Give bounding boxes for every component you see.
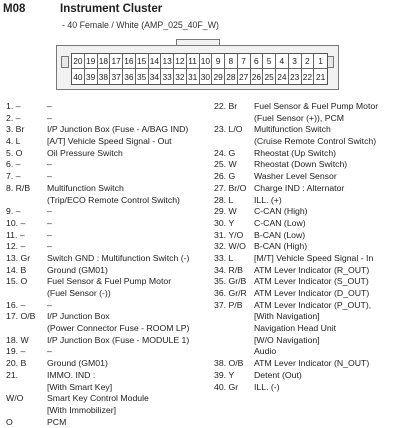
pin-number-wire-color: 34. R/B [214,264,243,275]
pin-description: ILL. (+) [254,194,282,205]
pin-list-row [214,241,400,253]
pin-description: (Fuel Sensor (-)) [47,288,111,298]
pin-list-row [6,148,206,160]
pin-list-row [6,276,206,288]
pin-description: – [47,346,52,357]
pin-list-row [6,323,206,335]
pin-number-wire-color: 3. Br [6,124,25,135]
pin-list-left [6,101,206,428]
connector-pin: 4 [276,54,289,69]
pin-description: ATM Lever Indicator (P_OUT), [254,299,372,310]
pin-list-row [214,124,400,136]
pin-list-row [6,101,206,113]
pin-description: ILL. (-) [254,381,280,392]
pin-number-wire-color: 9. – [6,206,21,217]
pin-list-row [214,346,400,358]
pin-number-wire-color: 10. – [6,217,26,228]
pin-description: I/P Junction Box [47,311,110,322]
pin-list-row [214,206,400,218]
pin-list-row [214,288,400,300]
connector-pin: 5 [263,54,276,69]
pin-number-wire-color [6,195,47,207]
pin-description: – [47,241,52,252]
connector-pin: 11 [187,54,200,69]
pin-number-wire-color: 38. O/B [214,358,244,369]
pin-list-row [214,253,400,265]
pin-description: [With Immobilizer] [47,404,117,415]
pin-list-row [6,311,206,323]
pin-number-wire-color [214,346,254,358]
pin-list-row [6,265,206,277]
pin-description: – [47,171,52,182]
connector-pin: 36 [123,69,136,84]
pin-number-wire-color: 20. B [6,358,27,369]
pin-description: Multifunction Switch [47,182,124,193]
pin-number-wire-color: 2. – [6,112,21,123]
pin-list-row [6,417,206,428]
pin-description: ATM Lever Indicator (D_OUT) [254,288,370,298]
pin-list-row [214,171,400,183]
connector-pin: 13 [161,54,174,69]
connector-pin: 3 [289,54,302,69]
pin-list-row [214,101,400,113]
pin-description: (Cruise Remote Control Switch) [254,136,377,147]
pin-description: I/P Junction Box (Fuse - MODULE 1) [47,334,190,345]
pin-description: Navigation Head Unit [254,323,337,334]
pin-number-wire-color: 14. B [6,264,27,275]
pin-list-row [6,288,206,300]
pin-list-row [6,124,206,136]
pin-list-row [6,253,206,265]
pin-description: [A/T] Vehicle Speed Signal - Out [47,136,172,147]
pin-description: I/P Junction Box (Fuse - A/BAG IND) [47,124,189,135]
pin-list-row [6,171,206,183]
pin-number-wire-color [214,113,254,125]
pin-list-row [6,335,206,347]
pin-number-wire-color: 28. L [214,194,234,205]
pin-description: ATM Lever Indicator (N_OUT) [254,358,370,369]
pin-list-row [6,241,206,253]
pin-number-wire-color [214,335,254,347]
pin-description: (Fuel Sensor (+)), PCM [254,112,345,123]
pin-number-wire-color: 22. Br [214,101,238,111]
connector-pin: 12 [174,54,187,69]
connector-diagram [56,39,339,91]
pin-list-row [6,370,206,382]
pin-description: Ground (GM01) [47,264,108,275]
pin-number-wire-color: 17. O/B [6,311,36,322]
pin-number-wire-color [214,323,254,335]
pin-description: Multifunction Switch [254,124,331,135]
pin-number-wire-color: 30. Y [214,217,235,228]
pin-list-row [214,311,400,323]
page-title: Instrument Cluster [60,3,163,15]
connector-pin: 32 [174,69,187,84]
connector-pin: 1 [314,54,327,69]
pin-number-wire-color [6,288,47,300]
pin-number-wire-color: 35. Gr/B [214,276,247,287]
pin-number-wire-color [6,323,47,335]
connector-pin: 18 [98,54,111,69]
pin-list-row [6,218,206,230]
pin-number-wire-color [6,382,47,394]
pin-list-row [214,335,400,347]
connector-pin: 37 [110,69,123,84]
connector-pin: 7 [238,54,251,69]
pin-list-row [214,358,400,370]
connector-pin: 40 [72,69,85,84]
pin-number-wire-color: 11. – [6,229,25,240]
connector-pin: 38 [98,69,111,84]
pin-description: [With Navigation] [254,311,320,322]
pin-number-wire-color: 7. – [6,171,21,182]
pin-number-wire-color: 18. W [6,334,29,345]
pin-list-row [214,276,400,288]
pin-description: Detent (Out) [254,369,302,380]
connector-pin: 15 [136,54,149,69]
pin-description: Charge IND : Alternator [254,182,345,193]
pin-number-wire-color: 24. G [214,147,236,158]
pin-description: Oil Pressure Switch [47,147,123,158]
pin-list-row [214,382,400,394]
pin-list-row [214,148,400,160]
pin-description: – [47,206,52,217]
connector-pin: 8 [225,54,238,69]
pin-description: Switch GND : Multifunction Switch (-) [47,252,190,263]
pin-description: Fuel Sensor & Fuel Pump Motor [47,276,172,287]
pin-list-row [214,195,400,207]
pin-number-wire-color: 8. R/B [6,182,31,193]
pin-description: Ground (GM01) [47,358,108,369]
pin-number-wire-color: 37. P/B [214,299,243,310]
pin-number-wire-color: 27. Br/O [214,182,247,193]
pin-description: Washer Level Sensor [254,171,337,182]
connector-pin: 29 [212,69,225,84]
pin-list-row [6,346,206,358]
pin-number-wire-color [214,136,254,148]
pin-description: (Power Connector Fuse - ROOM LP) [47,323,190,334]
pin-description: – [47,101,52,111]
pin-list-row [6,183,206,195]
pin-list-row [214,218,400,230]
pin-list-row [6,405,206,417]
pin-list-row [6,230,206,242]
pin-list-right [214,101,400,393]
pin-description: B-CAN (High) [254,241,308,252]
pin-description: IMMO. IND : [47,369,96,380]
connector-pin: 26 [251,69,264,84]
pin-list-row [6,300,206,312]
pin-description: C-CAN (Low) [254,217,306,228]
pin-number-wire-color: 32. W/O [214,241,246,252]
pin-description: – [47,217,52,228]
connector-pin-grid [71,53,328,85]
pin-number-wire-color: 26. G [214,171,236,182]
pin-number-wire-color: 19. – [6,346,26,357]
pin-description: PCM [47,416,67,427]
connector-pin: 33 [161,69,174,84]
pin-description: – [47,159,52,170]
pin-description: Audio [254,346,277,357]
pin-description: C-CAN (High) [254,206,308,217]
pin-number-wire-color: 23. L/O [214,124,243,135]
connector-pin: 16 [123,54,136,69]
connector-pin: 10 [200,54,213,69]
pin-description: – [47,229,52,240]
pin-list-row [214,159,400,171]
pin-number-wire-color: 6. – [6,159,21,170]
pin-description: Rheostat (Up Switch) [254,147,337,158]
pin-list-row [6,136,206,148]
pin-description: [W/O Navigation] [254,334,320,345]
pin-number-wire-color: 39. Y [214,369,235,380]
pin-description: ATM Lever Indicator (S_OUT) [254,276,369,287]
pin-description: – [47,112,52,123]
pin-number-wire-color: 5. O [6,147,23,158]
connector-pin: 19 [85,54,98,69]
pin-list-row [214,265,400,277]
pin-number-wire-color: 29. W [214,206,237,217]
pin-list-row [214,183,400,195]
pin-description: [With Smart Key] [47,381,113,392]
pin-number-wire-color: O [6,416,13,427]
pin-number-wire-color: 4. L [6,136,21,147]
pin-list-row [214,300,400,312]
pin-number-wire-color: 33. L [214,252,234,263]
pin-number-wire-color: 40. Gr [214,381,239,392]
pin-list-row [6,159,206,171]
connector-subtitle: - 40 Female / White (AMP_025_40F_W) [62,20,219,30]
connector-pin: 17 [110,54,123,69]
pin-number-wire-color: 25. W [214,159,237,170]
connector-pin: 27 [238,69,251,84]
connector-pin: 24 [276,69,289,84]
pin-description: – [47,299,52,310]
pin-number-wire-color: 36. Gr/R [214,288,247,298]
pin-list-row [6,113,206,125]
pin-description: [M/T] Vehicle Speed Signal - In [254,252,374,263]
pin-number-wire-color: 21. [6,369,19,380]
connector-latch-left [61,56,69,68]
pin-list-row [214,230,400,242]
connector-pin: 22 [302,69,315,84]
connector-pin: 25 [263,69,276,84]
pin-description: B-CAN (Low) [254,229,306,240]
pin-number-wire-color [214,311,254,323]
pin-number-wire-color: 31. Y/O [214,229,244,240]
pin-list-row [6,358,206,370]
pin-list-row [6,206,206,218]
pin-number-wire-color: 16. – [6,299,26,310]
connector-pin: 30 [200,69,213,84]
connector-pin: 14 [149,54,162,69]
connector-pin: 39 [85,69,98,84]
pin-description: Fuel Sensor & Fuel Pump Motor [254,101,379,111]
pin-description: Rheostat (Down Switch) [254,159,348,170]
pin-number-wire-color: 12. – [6,241,26,252]
pin-number-wire-color: 1. – [6,101,21,111]
pin-number-wire-color [6,405,47,417]
pin-list-row [214,323,400,335]
pin-description: (Trip/ECO Remote Control Switch) [47,194,180,205]
pin-list-row [6,393,206,405]
pin-list-row [214,370,400,382]
pin-number-wire-color: 13. Gr [6,252,31,263]
connector-pin: 6 [251,54,264,69]
connector-pin: 9 [212,54,225,69]
connector-pin: 20 [72,54,85,69]
pin-list-row [214,113,400,125]
connector-pin: 35 [136,69,149,84]
pin-description: Smart Key Control Module [47,393,149,404]
connector-pin: 28 [225,69,238,84]
connector-pin: 21 [315,71,326,82]
pin-list-row [214,136,400,148]
connector-pin: 23 [289,69,302,84]
pin-number-wire-color: W/O [6,393,24,404]
connector-pin: 34 [149,69,162,84]
connector-code: M08 [3,3,26,15]
pin-description: ATM Lever Indicator (R_OUT) [254,264,370,275]
connector-pin: 2 [302,54,315,69]
pin-list-row [6,195,206,207]
pin-list-row [6,382,206,394]
pin-number-wire-color: 15. O [6,276,28,287]
connector-pin: 31 [187,69,200,84]
